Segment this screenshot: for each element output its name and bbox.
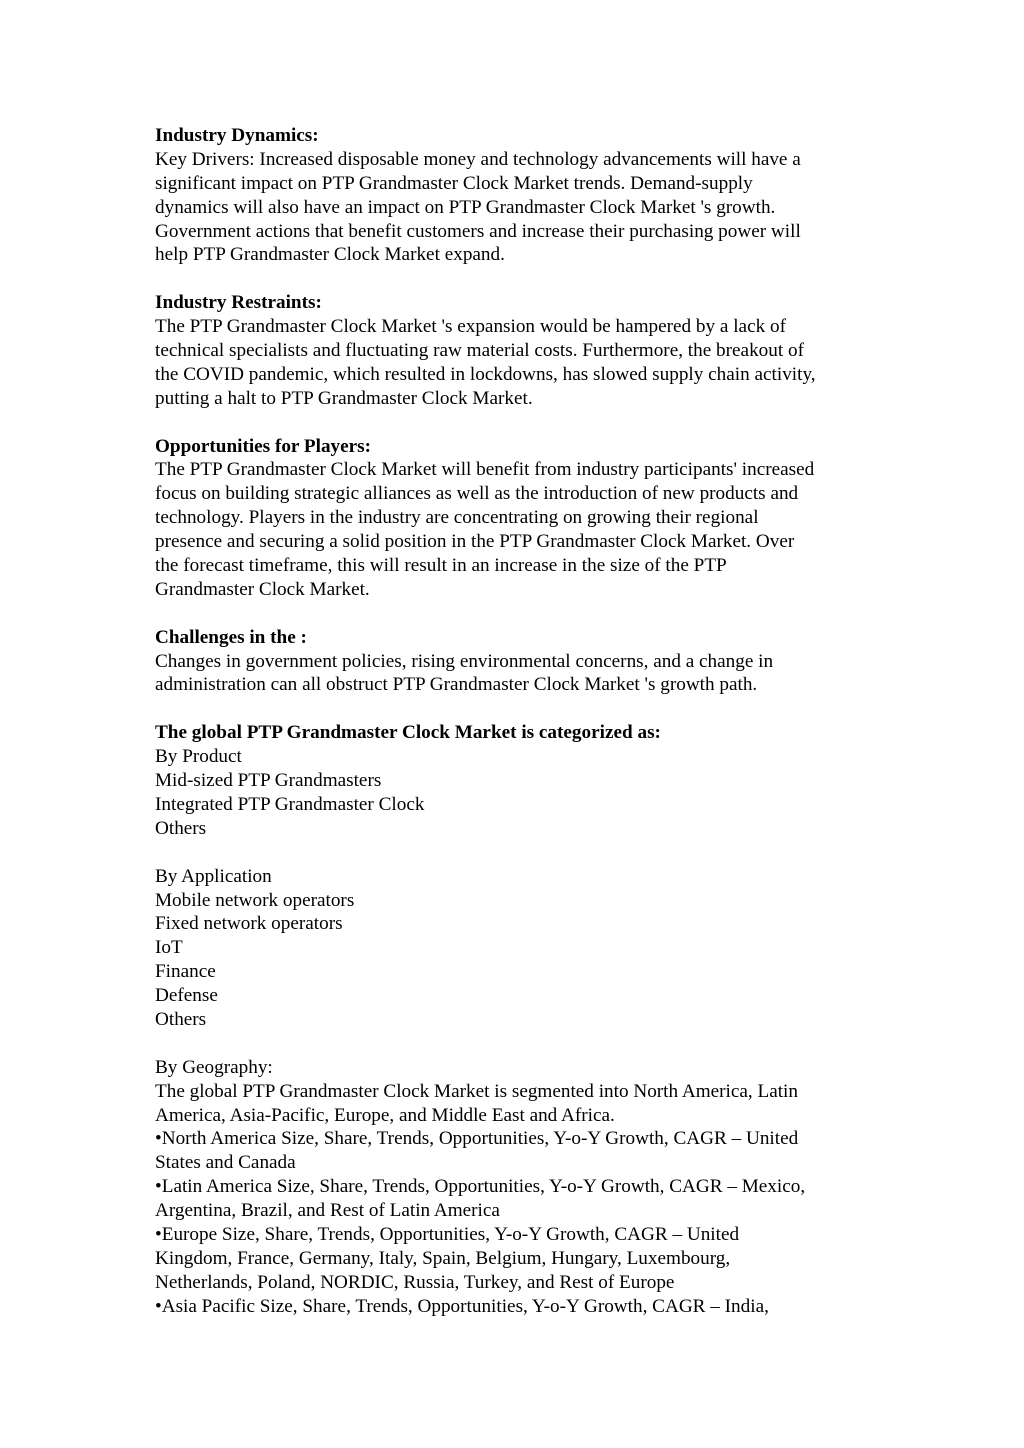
bullet-line: Argentina, Brazil, and Rest of Latin America [155,1200,500,1222]
bullet-line: Netherlands, Poland, NORDIC, Russia, Turkey, and Rest of Europe [155,1271,675,1293]
paragraph-line: The PTP Grandmaster Clock Market 's expansion would be hampered by a lack of [155,316,786,338]
paragraph-line: America, Asia-Pacific, Europe, and Middle East and Africa. [155,1104,615,1126]
paragraph-line: Government actions that benefit customers and increase their purchasing power will [155,220,801,242]
paragraph-line: Changes in government policies, rising environmental concerns, and a change in [155,650,774,672]
paragraph-line: Key Drivers: Increased disposable money and technology advancements will have a [155,148,801,170]
section-industry-dynamics [155,124,890,267]
bullet-line: •Asia Pacific Size, Share, Trends, Opportunities, Y-o-Y Growth, CAGR – India, [155,1295,769,1317]
list-heading: By Application [155,865,272,887]
section-heading: Opportunities for Players: [155,435,372,457]
section-opportunities [155,435,890,602]
section-heading: Industry Restraints: [155,292,322,314]
paragraph-spacer [155,411,890,435]
list-heading: By Geography: [155,1056,273,1078]
section-challenges [155,626,890,698]
list-item: IoT [155,937,183,959]
list-item: Mobile network operators [155,889,355,911]
paragraph-line: Grandmaster Clock Market. [155,578,370,600]
paragraph-spacer [155,602,890,626]
paragraph-line: focus on building strategic alliances as well as the introduction of new products and [155,483,799,505]
paragraph-line: The PTP Grandmaster Clock Market will benefit from industry participants' increased [155,459,815,481]
section-by-geography [155,1056,890,1319]
section-heading: Challenges in the : [155,626,307,648]
section-heading: The global PTP Grandmaster Clock Market is categorized as: [155,722,661,744]
list-item: Others [155,817,207,839]
section-categorization [155,721,890,840]
paragraph-line: presence and securing a solid position in the PTP Grandmaster Clock Market. Over [155,531,795,553]
section-by-application [155,865,890,1032]
paragraph-line: the COVID pandemic, which resulted in lockdowns, has slowed supply chain activity, [155,363,816,385]
paragraph-line: the forecast timeframe, this will result in an increase in the size of the PTP [155,555,727,577]
list-item: Fixed network operators [155,913,343,935]
paragraph-line: dynamics will also have an impact on PTP Grandmaster Clock Market 's growth. [155,196,776,218]
bullet-line: States and Canada [155,1152,296,1174]
bullet-line: •Latin America Size, Share, Trends, Opportunities, Y-o-Y Growth, CAGR – Mexico, [155,1176,806,1198]
paragraph-line: help PTP Grandmaster Clock Market expand. [155,244,505,266]
list-item: Finance [155,961,216,983]
paragraph-spacer [155,267,890,291]
paragraph-line: putting a halt to PTP Grandmaster Clock Market. [155,387,533,409]
paragraph-spacer [155,1032,890,1056]
list-item: Others [155,1008,207,1030]
list-item: Defense [155,985,218,1007]
bullet-line: •Europe Size, Share, Trends, Opportunities, Y-o-Y Growth, CAGR – United [155,1223,740,1245]
list-item: By Product [155,746,242,768]
paragraph-line: The global PTP Grandmaster Clock Market is segmented into North America, Latin [155,1080,798,1102]
paragraph-line: technical specialists and fluctuating raw material costs. Furthermore, the breakout of [155,340,804,362]
paragraph-line: technology. Players in the industry are concentrating on growing their regional [155,507,759,529]
list-item: Mid-sized PTP Grandmasters [155,770,382,792]
paragraph-spacer [155,697,890,721]
document-page [155,124,890,1319]
list-item: Integrated PTP Grandmaster Clock [155,793,425,815]
paragraph-line: administration can all obstruct PTP Grandmaster Clock Market 's growth path. [155,674,758,696]
bullet-line: •North America Size, Share, Trends, Opportunities, Y-o-Y Growth, CAGR – United [155,1128,799,1150]
paragraph-spacer [155,841,890,865]
section-heading: Industry Dynamics: [155,125,319,146]
bullet-line: Kingdom, France, Germany, Italy, Spain, Belgium, Hungary, Luxembourg, [155,1247,731,1269]
section-industry-restraints [155,291,890,410]
paragraph-line: significant impact on PTP Grandmaster Clock Market trends. Demand-supply [155,172,753,194]
